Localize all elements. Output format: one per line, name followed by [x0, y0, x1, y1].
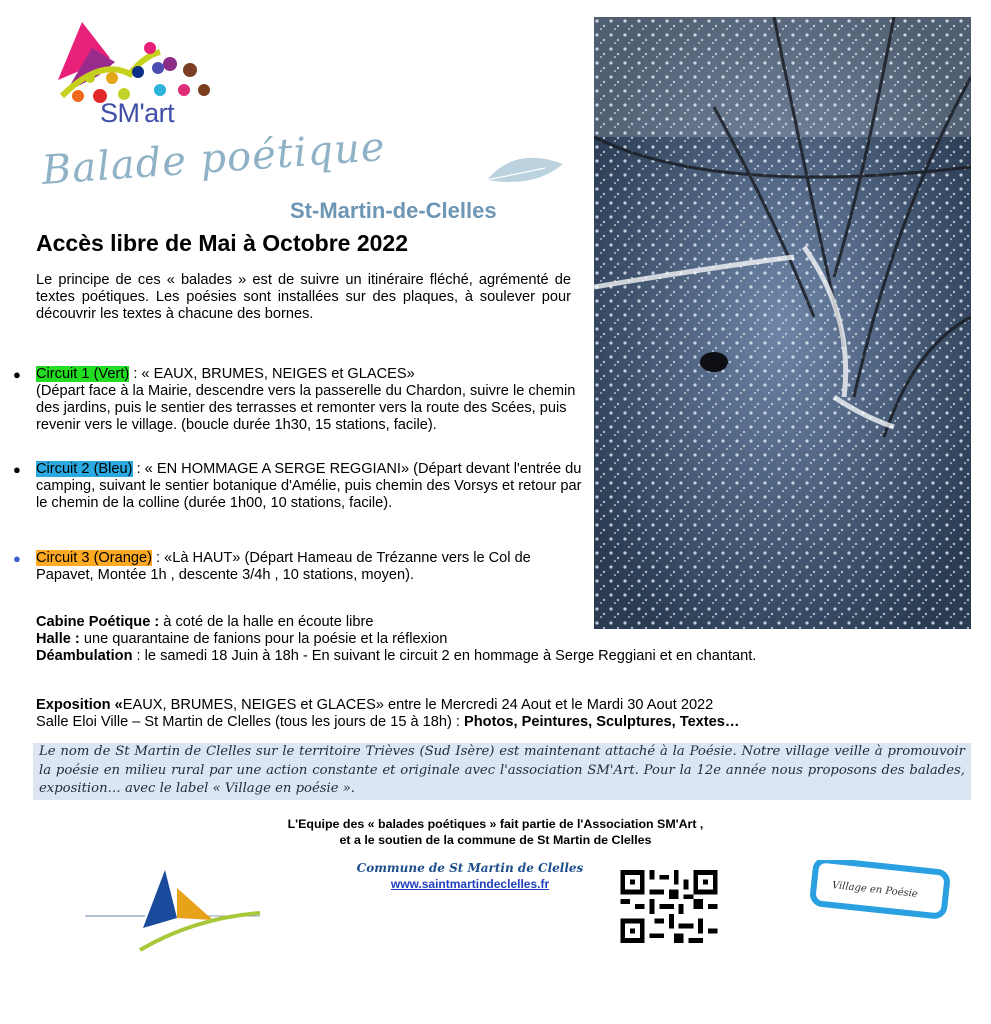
circuit-item: [13, 366, 588, 434]
circuit-description: (Départ face à la Mairie, descendre vers la passerelle du Chardon, suivre le chemin des jardins, puis le sentier des terrasses et remonter vers la route des Scées, puis revenir vers le village. (boucle durée 1h30, 15 stations, facile).: [36, 383, 576, 433]
balade-title: Balade poétique: [40, 124, 387, 194]
leaf-icon: [485, 150, 565, 195]
headline: Accès libre de Mai à Octobre 2022: [36, 230, 409, 256]
circuit-item: [13, 461, 588, 512]
qr-code[interactable]: [619, 870, 719, 948]
circuit-description: (Départ devant l'entrée du camping, suivant le sentier botanique d'Amélie, puis chemin des Vorsys et retour par le chemin de la colline (durée 1h00, 10 stations, facile).: [36, 461, 582, 511]
village-title: St-Martin-de-Clelles: [290, 198, 497, 223]
exposition-dates: entre le Mercredi 24 Aout et le Mardi 30 Aout 2022: [383, 697, 714, 713]
halle-text: une quarantaine de fanions pour la poésie et la réflexion: [79, 631, 448, 647]
circuit-description: (Départ Hameau de Trézanne vers le Col de Papavet, Montée 1h , descente 3/4h , 10 stations, moyen).: [36, 550, 531, 583]
exposition-label: Exposition «: [36, 697, 123, 713]
deambulation-label: Déambulation: [36, 648, 133, 664]
exposition-block: [36, 697, 971, 731]
exposition-venue: Salle Eloi Ville – St Martin de Clelles (tous les jours de 15 à 18h) :: [36, 714, 465, 730]
exposition-title: EAUX, BRUMES, NEIGES et GLACES»: [122, 697, 384, 713]
intro-paragraph: Le principe de ces « balades » est de suivre un itinéraire fléché, agrémenté de textes poétiques. Les poésies sont installées sur des plaques, à soulever pour découvrir les textes à chacune des bornes.: [36, 272, 571, 322]
bullet-icon: ●: [13, 367, 21, 382]
footer-association: [0, 816, 991, 848]
stamp-text: Village en Poésie: [831, 879, 919, 900]
website-link[interactable]: www.saintmartindeclelles.fr: [390, 877, 550, 891]
cabine-label: Cabine Poétique :: [36, 614, 160, 630]
circuit-title: : « EAUX, BRUMES, NEIGES et GLACES»: [129, 366, 415, 382]
circuit-item: [13, 550, 588, 584]
smart-logo: [40, 18, 220, 133]
footer-line-1: L'Equipe des « balades poétiques » fait partie de l'Association SM'Art ,: [287, 817, 704, 831]
frost-photo: [594, 17, 971, 629]
circuit-label: Circuit 1 (Vert): [36, 366, 130, 382]
bullet-icon: ●: [13, 462, 21, 477]
circuit-label: Circuit 3 (Orange): [36, 550, 152, 566]
logo-text: SM'art: [100, 98, 175, 128]
deambulation-line: [36, 648, 971, 665]
circuit-title: : « EN HOMMAGE A SERGE REGGIANI»: [132, 461, 414, 477]
halle-label: Halle :: [36, 631, 80, 647]
village-en-poesie-stamp: [808, 860, 953, 925]
halle-line: [36, 631, 971, 648]
cabine-text: à coté de la halle en écoute libre: [159, 614, 374, 630]
footer-line-2: et a le soutien de la commune de St Martin de Clelles: [339, 833, 652, 847]
notice-box: Le nom de St Martin de Clelles sur le territoire Trièves (Sud Isère) est maintenant attaché à la Poésie. Notre village veille à promouvoir la poésie en milieu rural par une action constante et originale avec l'association SM'Art. Pour la 12e année nous proposons des balades, exposition… avec le label « Village en poésie ».: [33, 743, 971, 800]
circuit-label: Circuit 2 (Bleu): [36, 461, 133, 477]
exposition-items: Photos, Peintures, Sculptures, Textes…: [464, 714, 740, 730]
bullet-icon: ●: [13, 551, 21, 566]
circuit-title: : «Là HAUT»: [151, 550, 245, 566]
commune-name: Commune de St Martin de Clelles: [356, 861, 584, 875]
deambulation-text: : le samedi 18 Juin à 18h - En suivant le circuit 2 en hommage à Serge Reggiani et en chantant.: [132, 648, 757, 664]
commune-logo: [85, 868, 265, 963]
